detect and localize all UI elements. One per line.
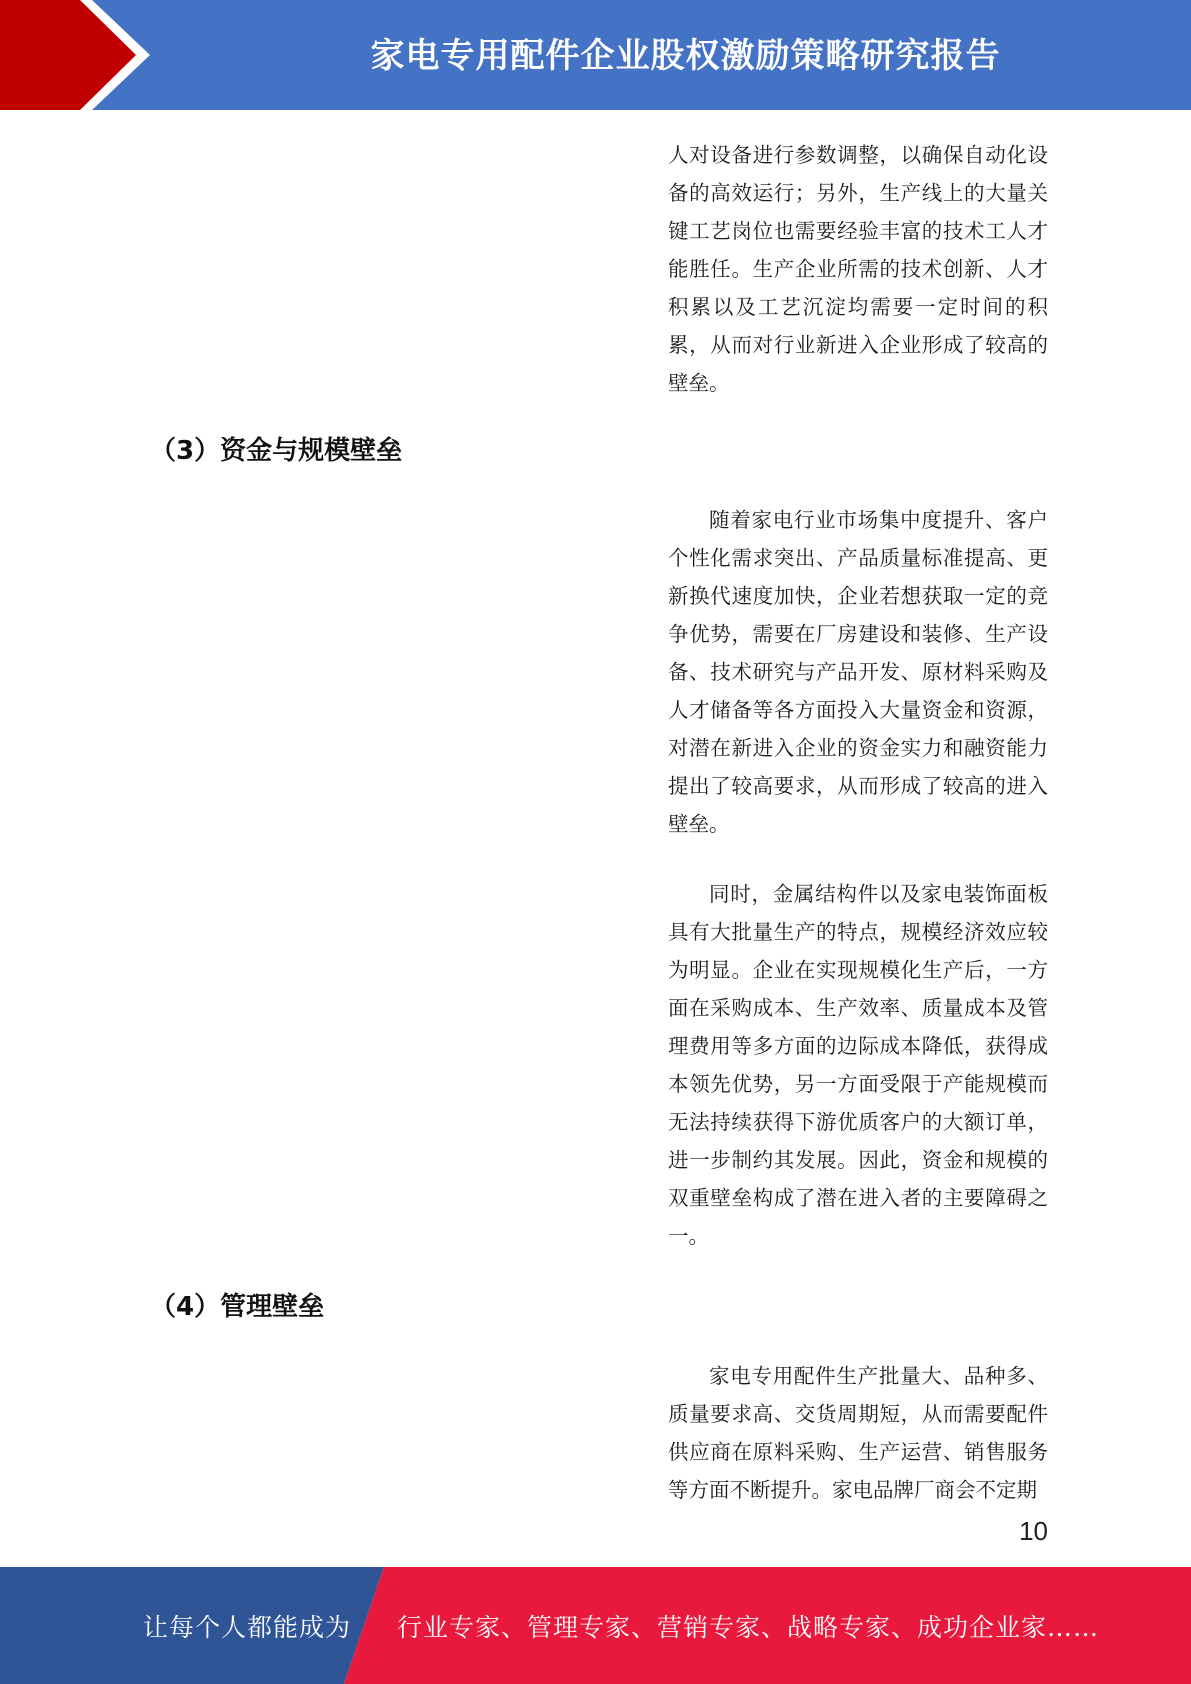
report-title: 家电专用配件企业股权激励策略研究报告 [370, 35, 1001, 76]
red-chevron-icon [0, 0, 160, 110]
section-heading-capital-scale: （3）资金与规模壁垒 [150, 436, 403, 466]
header-banner [0, 0, 1191, 110]
footer-banner [0, 1567, 1191, 1684]
paragraph-continuation: 人对设备进行参数调整，以确保自动化设备的高效运行；另外，生产线上的大量关键工艺岗位也需要经验丰富的技术工人才能胜任。生产企业所需的技术创新、人才积累以及工艺沉淀均需要一定时间的积累，从而对行业新进入企业形成了较高的壁垒。 [668, 143, 1048, 395]
footer-slogan-right: 行业专家、管理专家、营销专家、战略专家、成功企业家…… [397, 1612, 1100, 1642]
paragraph-capital-1: 随着家电行业市场集中度提升、客户个性化需求突出、产品质量标准提高、更新换代速度加快，企业若想获取一定的竞争优势，需要在厂房建设和装修、生产设备、技术研究与产品开发、原材料采购及人才储备等各方面投入大量资金和资源，对潜在新进入企业的资金实力和融资能力提出了较高要求，从而形成了较高的进入壁垒。 [668, 508, 1048, 836]
footer-slogan-left: 让每个人都能成为 [143, 1612, 352, 1642]
paragraph-management: 家电专用配件生产批量大、品种多、质量要求高、交货周期短，从而需要配件供应商在原料采购、生产运营、销售服务等方面不断提升。家电品牌厂商会不定期 [668, 1364, 1048, 1502]
section-heading-management: （4）管理壁垒 [150, 1292, 325, 1322]
page-number: 10 [1019, 1516, 1048, 1546]
paragraph-capital-2: 同时，金属结构件以及家电装饰面板具有大批量生产的特点，规模经济效应较为明显。企业在实现规模化生产后，一方面在采购成本、生产效率、质量成本及管理费用等多方面的边际成本降低，获得成本领先优势，另一方面受限于产能规模而无法持续获得下游优质客户的大额订单，进一步制约其发展。因此，资金和规模的双重壁垒构成了潜在进入者的主要障碍之一。 [668, 882, 1048, 1248]
